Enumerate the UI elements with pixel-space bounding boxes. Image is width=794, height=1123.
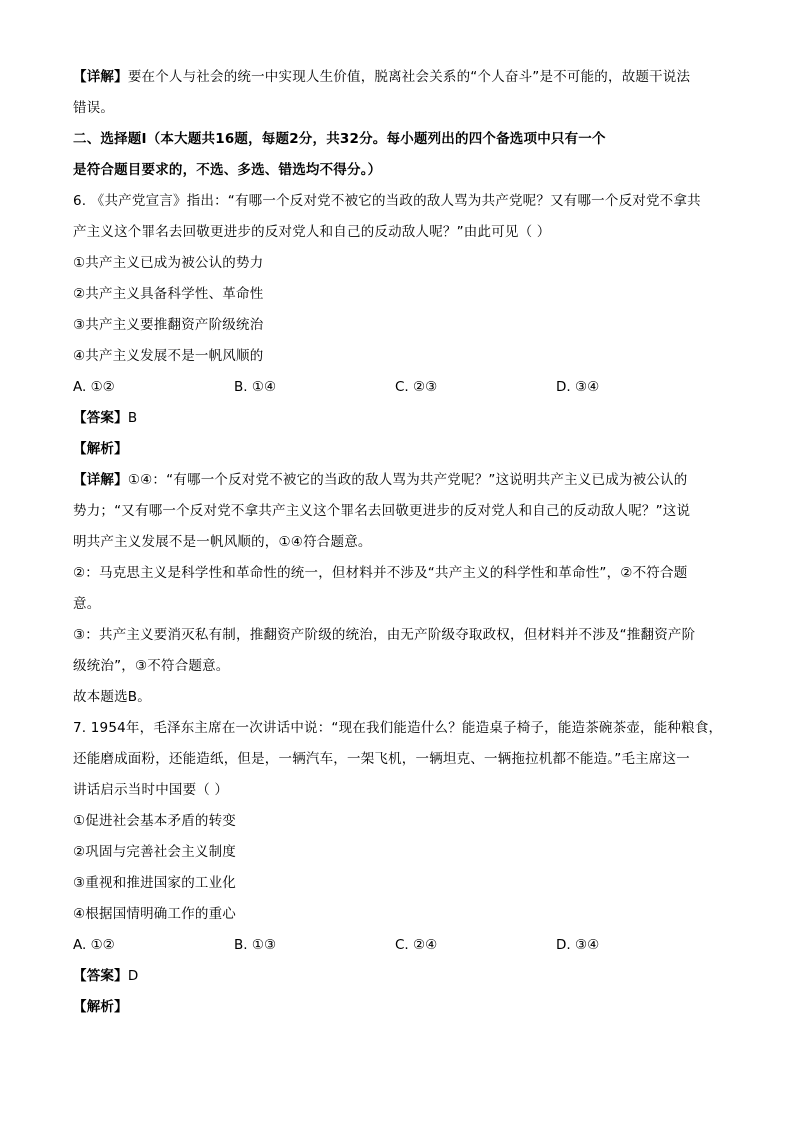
detail-tag: 【详解】 xyxy=(73,472,128,488)
answer-tag: 【答案】 xyxy=(73,968,128,984)
q6-answer xyxy=(73,403,733,434)
q7-statement: ④根据国情明确工作的重心 xyxy=(73,906,237,922)
q6-detail-line-1 xyxy=(73,465,733,496)
q6-statement: ④共产主义发展不是一帆风顺的 xyxy=(73,348,264,364)
q7-stem-line-3: 讲话启示当时中国要（ ） xyxy=(73,782,229,798)
answer-value: D xyxy=(127,968,139,984)
q6-statement: ②共产主义具备科学性、革命性 xyxy=(73,286,264,302)
q6-detail-line-7: 级统治”，③不符合题意。 xyxy=(73,658,230,674)
q6-stem-line-2: 产主义这个罪名去回敬更进步的反对党人和自己的反动敌人呢？”由此可见（ ） xyxy=(73,224,551,240)
q6-detail-line-5: 意。 xyxy=(73,596,101,612)
q6-detail-line-2: 势力；“又有哪一个反对党不拿共产主义这个罪名去回敬更进步的反对党人和自己的反动敌人呢？”这说 xyxy=(73,503,691,519)
q5-detail-line-2: 错误。 xyxy=(73,100,115,116)
q6-detail-line-4: ②：马克思主义是科学性和革命性的统一，但材料并不涉及“共产主义的科学性和革命性”，②不符合题 xyxy=(73,565,688,581)
detail-text: 要在个人与社会的统一中实现人生价值，脱离社会关系的“个人奋斗”是不可能的，故题干说法 xyxy=(127,69,691,85)
section-heading-line-1: 二、选择题Ⅰ（本大题共16题，每题2分，共32分。每小题列出的四个备选项中只有一个 xyxy=(73,131,606,147)
q7-statement: ①促进社会基本矛盾的转变 xyxy=(73,813,237,829)
q6-options xyxy=(73,372,733,403)
document-page xyxy=(73,62,733,1023)
q6-statement: ①共产主义已成为被公认的势力 xyxy=(73,255,264,271)
q6-detail-line-3: 明共产主义发展不是一帆风顺的，①④符合题意。 xyxy=(73,534,372,550)
q7-analysis-tag: 【解析】 xyxy=(73,999,128,1015)
q7-statement: ②巩固与完善社会主义制度 xyxy=(73,844,237,860)
q7-stem-line-1: 7. 1954年，毛泽东主席在一次讲话中说：“现在我们能造什么？能造桌子椅子，能造茶碗茶壶，能种粮食， xyxy=(73,720,723,736)
q7-option-b: B. ①③ xyxy=(234,937,277,953)
detail-tag: 【详解】 xyxy=(73,69,128,85)
q6-option-d: D. ③④ xyxy=(556,379,600,395)
q6-option-b: B. ①④ xyxy=(234,379,277,395)
q6-detail-line-6: ③：共产主义要消灭私有制，推翻资产阶级的统治，由无产阶级夺取政权，但材料并不涉及“推翻资产阶 xyxy=(73,627,696,643)
q7-stem-line-2: 还能磨成面粉，还能造纸，但是，一辆汽车，一架飞机，一辆坦克、一辆拖拉机都不能造。”毛主席这一 xyxy=(73,751,690,767)
q7-option-d: D. ③④ xyxy=(556,937,600,953)
q7-option-c: C. ②④ xyxy=(395,937,438,953)
q6-conclusion: 故本题选B。 xyxy=(73,689,151,705)
q6-analysis-tag: 【解析】 xyxy=(73,441,128,457)
q5-detail-line-1 xyxy=(73,62,733,93)
answer-tag: 【答案】 xyxy=(73,410,128,426)
answer-value: B xyxy=(127,410,138,426)
q6-option-a: A. ①② xyxy=(73,379,115,395)
q6-statement: ③共产主义要推翻资产阶级统治 xyxy=(73,317,264,333)
q7-answer xyxy=(73,961,733,992)
q6-stem-line-1: 6. 《共产党宣言》指出：“有哪一个反对党不被它的当政的敌人骂为共产党呢？又有哪一个反对党不拿共 xyxy=(73,193,701,209)
q7-option-a: A. ①② xyxy=(73,937,115,953)
detail-text: ①④：“有哪一个反对党不被它的当政的敌人骂为共产党呢？”这说明共产主义已成为被公认的 xyxy=(127,472,688,488)
q6-option-c: C. ②③ xyxy=(395,379,438,395)
q7-statement: ③重视和推进国家的工业化 xyxy=(73,875,237,891)
q7-options xyxy=(73,930,733,961)
section-heading-line-2: 是符合题目要求的，不选、多选、错选均不得分。） xyxy=(73,162,382,178)
